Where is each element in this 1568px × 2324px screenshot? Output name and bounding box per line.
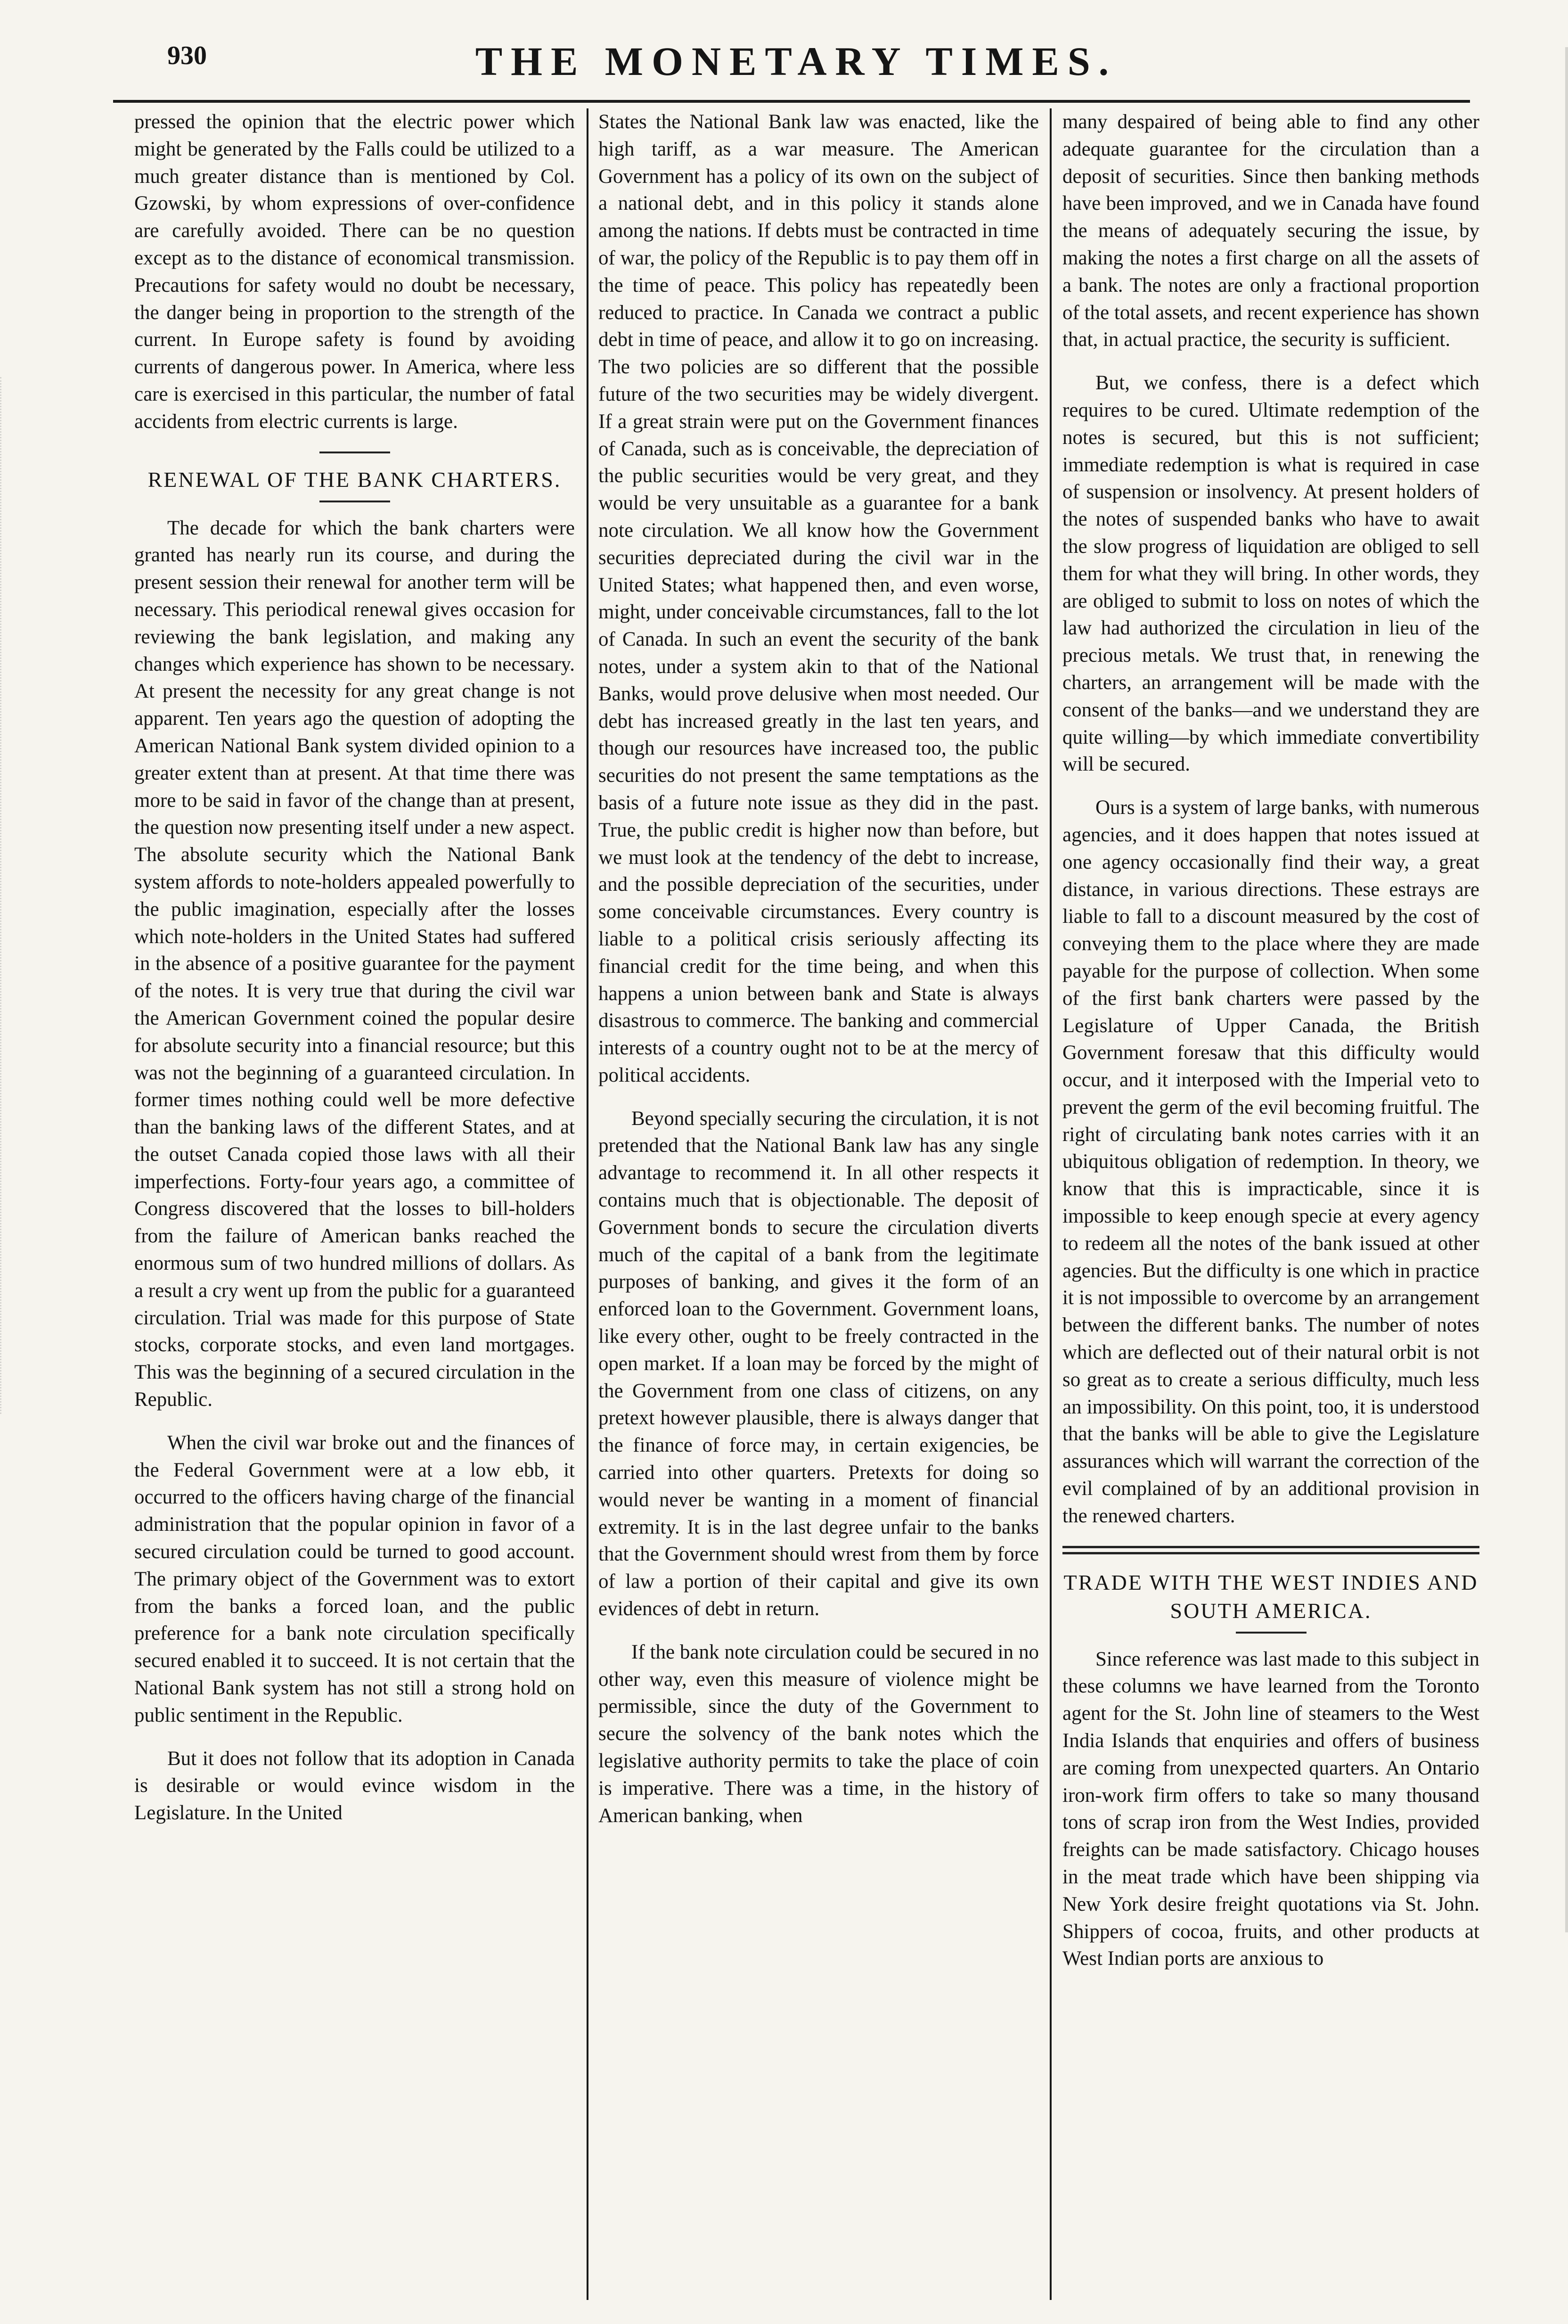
section-heading: TRADE WITH THE WEST INDIES AND SOUTH AMERICA. [1063, 1570, 1478, 1623]
paragraph: The decade for which the bank charters were granted has nearly run its course, and during the present session their renewal for another term will be necessary. This periodical renewal gives occasion for reviewing the bank legislation, and making any changes which experience has shown to be necessary. At present the necessity for any great change is not apparent. Ten years ago the question of adopting the American National Bank system divided opinion to a greater extent than at present. At that time there was more to be said in favor of the change than at present, the question now presenting itself under a new aspect. The absolute security which the National Bank system affords to note-holders appealed powerfully to the public imagination, especially after the losses which note-holders in the United States had suffered in the absence of a positive guarantee for the payment of the notes. It is very true that during the civil war the American Government coined the popular desire for absolute security into a financial resource; but this was not the beginning of a guaranteed circulation. In former times nothing could well be more defective than the banking laws of the different States, and at the outset Canada copied those laws with all their imperfections. Forty-four years ago, a committee of Congress discovered that the losses to bill-holders from the failure of American banks reached the enormous sum of two hundred millions of dollars. As a result a cry went up from the public for a guaranteed circulation. Trial was made for this purpose of State stocks, corporate stocks, and even land mortgages. This was the beginning of a secured circulation in the Republic. [134, 517, 575, 1411]
column-rule [1050, 108, 1052, 2300]
paragraph: many despaired of being able to find any other adequate guarantee for the circulation than a deposit of securities. Since then banking methods have been improved, and we in Canada have found the means of adequately securing the issue, by making the notes a first charge on all the assets of a bank. The notes are only a fractional proportion of the total assets, and recent experience has shown that, in actual practice, the security is sufficient. [1062, 111, 1479, 351]
page-number: 930 [167, 41, 207, 70]
header-rule [113, 100, 1470, 103]
paragraph: pressed the opinion that the electric power which might be generated by the Falls could be utilized to a much greater distance than is mentioned by Col. Gzowski, by whom expressions of over-confidence are carefully avoided. There can be no question except as to the distance of economical transmission. Precautions for safety would no doubt be necessary, the danger being in proportion to the strength of the current. In Europe safety is found by avoiding currents of dangerous power. In America, where less care is exercised in this particular, the number of fatal accidents from electric currents is large. [134, 111, 575, 433]
paragraph: Beyond specially securing the circulation, it is not pretended that the National Bank law has any single advantage to recommend it. In all other respects it contains much that is objectionable. The deposit of Government bonds to secure the circulation diverts much of the capital of a bank from the legitimate purposes of banking, and gives it the form of an enforced loan to the Government. Government loans, like every other, ought to be freely contracted in the open market. If a loan may be forced by the might of the Government from one class of citizens, on any pretext however plausible, there is always danger that the finance of force may, in certain exigencies, be carried into other quarters. Pretexts for doing so would never be wanting in a moment of financial extremity. It is in the last degree unfair to the banks that the Government should wrest from them by force of law a portion of their capital and give its own evidences of debt in return. [598, 1107, 1039, 1620]
paragraph: If the bank note circulation could be secured in no other way, even this measure of violence might be permissible, since the duty of the Government to secure the solvency of the bank notes which the legislative authority permits to take the place of coin is imperative. There was a time, in the history of American banking, when [598, 1641, 1039, 1827]
paragraph: Since reference was last made to this subject in these columns we have learned from the Toronto agent for the St. John line of steamers to the West India Islands that enquiries and offers of business are coming from unexpected quarters. An Ontario iron-work firm offers to take so many thousand tons of scrap iron from the West Indies, provided freights can be made satisfactory. Chicago houses in the meat trade which have been shipping via New York desire freight quotations via St. John. Shippers of cocoa, fruits, and other products at West Indian ports are anxious to [1062, 1648, 1479, 1970]
divider [319, 452, 390, 453]
paragraph: When the civil war broke out and the finances of the Federal Government were at a low ebb, it occurred to the officers having charge of the financial administration that the popular opinion in favor of a secured circulation could be turned to good account. The primary object of the Government was to extort from the banks a forced loan, and the public preference for a bank note circulation specifically secured enabled it to succeed. It is not certain that the National Bank system has not still a strong hold on public sentiment in the Republic. [134, 1431, 575, 1726]
masthead: THE MONETARY TIMES. [475, 39, 1118, 84]
column-2 [598, 108, 1039, 1845]
divider [1236, 1632, 1307, 1634]
page-header [113, 38, 1479, 104]
column-1 [134, 108, 575, 1843]
column-rule [587, 108, 588, 2300]
paragraph: But it does not follow that its adoption in Canada is desirable or would evince wisdom in the Legislature. In the United [134, 1747, 575, 1824]
column-3 [1062, 108, 1479, 1988]
divider [319, 501, 390, 502]
right-edge-shadow [1552, 47, 1568, 1932]
paragraph: But, we confess, there is a defect which requires to be cured. Ultimate redemption of the notes is secured, but this is not sufficient; immediate redemption is what is required in case of suspension or insolvency. At present holders of the notes of suspended banks who have to await the slow progress of liquidation are obliged to sell them for what they will bring. In other words, they are obliged to submit to loss on notes of which the law had authorized the circulation in lieu of the precious metals. We trust that, in renewing the charters, an arrangement will be made with the consent of the banks—and we understand they are quite willing—by which immediate convertibility will be secured. [1062, 372, 1479, 776]
section-double-rule [1062, 1546, 1479, 1554]
paragraph: Ours is a system of large banks, with numerous agencies, and it does happen that notes issued at one agency occasionally find their way, a great distance, in various directions. These estrays are liable to fall to a discount measured by the cost of conveying them to the place where they are made payable for the purpose of collection. When some of the first bank charters were passed by the Legislature of Upper Canada, the British Government foresaw that this difficulty would occur, and it interposed with the Imperial veto to prevent the germ of the evil becoming fruitful. The right of circulating bank notes carries with it an ubiquitous obligation of redemption. In theory, we know that this is impracticable, since it is impossible to keep enough specie at every agency to redeem all the notes of the bank issued at other agencies. But the difficulty is one which in practice it is not impossible to overcome by an arrangement between the different banks. The number of notes which are deflected out of their natural orbit is not so great as to create a serious difficulty, much less an impossibility. On this point, too, it is understood that the banks will be able to give the Legislature assurances which will warrant the correction of the evil complained of by an additional provision in the renewed charters. [1062, 797, 1479, 1527]
paragraph: States the National Bank law was enacted, like the high tariff, as a war measure. The American Government has a policy of its own on the subject of a national debt, and in this policy it stands alone among the nations. If debts must be contracted in time of war, the policy of the Republic is to pay them off in the time of peace. This policy has repeatedly been reduced to practice. In Canada we contract a public debt in time of peace, and allow it to go on increasing. The two policies are so different that the possible future of the two securities may be widely divergent. If a great strain were put on the Government finances of Canada, such as is conceivable, the depreciation of the public securities would be very great, and they would be very unsuitable as a guarantee for a bank note circulation. We all know how the Government securities depreciated during the civil war in the United States; what happened then, and even worse, might, under conceivable circumstances, fall to the lot of Canada. In such an event the security of the bank notes, under a system akin to that of the National Banks, would prove delusive when most needed. Our debt has increased greatly in the last ten years, and though our resources have increased too, the public securities do not present the same temptations as the basis of a future note issue as they did in the past. True, the public credit is higher now than before, but we must look at the tendency of the debt to increase, and the possible depreciation of the securities, under some conceivable circumstances. Every country is liable to a political crisis seriously affecting its financial credit for the time being, and when this happens a union between bank and State is always disastrous to commerce. The banking and commercial interests of a country ought not to be at the mercy of political accidents. [598, 111, 1039, 1086]
section-heading: RENEWAL OF THE BANK CHARTERS. [147, 467, 562, 492]
left-edge-marks [0, 377, 20, 1414]
